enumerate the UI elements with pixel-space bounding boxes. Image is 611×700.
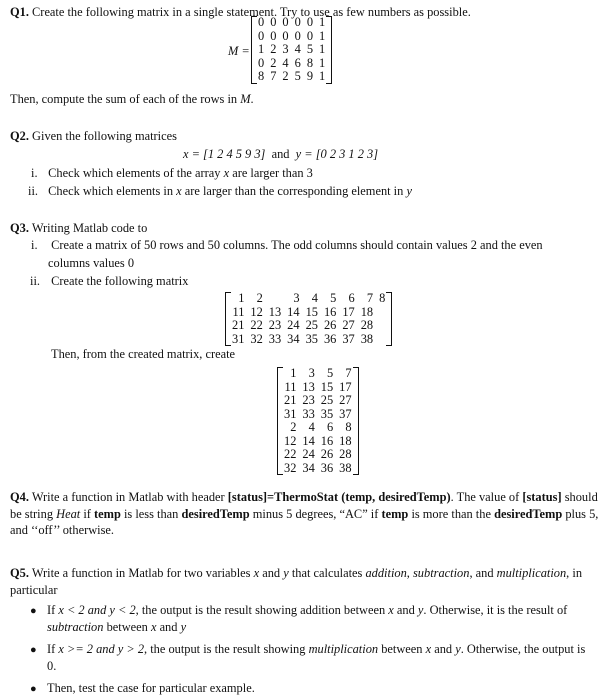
q1-matrix-cell: 2 [270,55,277,70]
q3-matrix-2-cell: 33 [302,406,315,421]
q3-item-1: i. Create a matrix of 50 rows and 50 columns. The odd columns should contain values 2 and the even [31,238,543,252]
q2-item-1: i. Check which elements of the array x are larger than 3 [31,166,313,180]
q1-matrix-cell: 0 [306,15,314,29]
q1-matrix-cell: 7 [270,69,277,83]
q1-matrix-cell: 0 [294,15,301,29]
q1-matrix-cell: 1 [319,55,326,70]
q1-matrix-cell: 2 [282,69,289,83]
q1-matrix-cell: 1 [319,42,326,56]
q3-matrix-2-cell: 5 [326,366,334,380]
q5-bullet-3-marker: ● [30,683,37,695]
q3-matrix-1-cell: 27 [342,318,355,332]
q5-bullet-1: If x < 2 and y < 2, the output is the result showing addition between x and y. Otherwise, it is the result of subtraction between x and y [47,603,568,634]
q3-matrix-2-cell: 34 [302,460,315,475]
q3-then: Then, from the created matrix, create [51,347,236,361]
q3-matrix-1-cell: 5 [330,291,337,305]
q3-matrix-1-cell: 26 [323,318,337,332]
q3-matrix-2-cell: 21 [284,393,297,407]
q3-matrix-2 [281,367,355,475]
q1-matrix-cell: 5 [294,69,301,83]
q3-matrix-1-cell: 1 [238,291,245,305]
q3-matrix-2-cell: 35 [320,406,334,421]
q3-matrix-2-cell: 27 [339,393,352,407]
q3-matrix-2-cell: 32 [284,460,297,475]
q1-matrix-label: M = [228,44,250,58]
q3-matrix-1 [229,292,388,346]
q3-matrix-2-cell: 4 [308,420,315,434]
q3-matrix-1-cell: 28 [360,318,374,332]
q4-label: Q4. [10,490,29,504]
q1-matrix-cell: 0 [258,15,265,29]
q3-matrix-2-cell: 22 [284,447,297,461]
q2-equation: x = [1 2 4 5 9 3] and y = [0 2 3 1 2 3] [183,147,379,161]
q5-bullet-2-marker: ● [30,644,37,656]
q3-matrix-1-cell: 12 [250,304,263,319]
q5-bullet-3: Then, test the case for particular example. [47,681,255,695]
q3-matrix-2-cell: 31 [284,406,297,421]
q3-matrix-2-cell: 23 [302,393,315,407]
q2-text: Given the following matrices [32,129,177,143]
q3-matrix-1-cell: 38 [360,331,374,346]
q3-matrix-2-cell: 15 [320,379,334,394]
q3-matrix-2-cell: 18 [339,433,352,448]
q1-matrix-cell: 1 [258,42,265,56]
q3-matrix-1-cell: 34 [287,331,300,346]
q3-matrix-2-cell: 25 [320,393,334,407]
q1-matrix-cell: 0 [282,15,289,29]
q3-matrix-2-cell: 12 [284,433,297,448]
q3-matrix-1-cell: 11 [232,304,245,319]
q2-heading [10,128,177,145]
q3-matrix-1-cell: 24 [287,318,300,332]
q3-matrix-2-cell: 3 [308,366,315,380]
q3-matrix-2-cell: 26 [320,447,334,461]
q1-matrix-cell: 6 [294,55,301,70]
q3-matrix-1-cell: 32 [250,331,263,346]
q1-label: Q1. [10,5,29,19]
q3-matrix-2-cell: 14 [302,433,315,448]
q3-matrix-2-cell: 1 [290,366,297,380]
q3-matrix-2-cell: 36 [320,460,334,475]
q3-matrix-2-cell: 11 [284,379,297,394]
q3-matrix-2-cell: 17 [339,379,352,394]
q3-matrix-2-cell: 24 [302,447,315,461]
q5-label: Q5. [10,566,29,580]
q3-matrix-1-cell: 21 [232,318,245,332]
q1-matrix [255,16,328,84]
q1-matrix-cell: 4 [294,42,301,56]
q3-matrix-2-cell: 37 [339,406,352,421]
q3-matrix-1-cell: 37 [342,331,355,346]
q3-matrix-2-cell: 6 [326,420,334,434]
q3-matrix-1-cell: 6 [348,291,355,305]
q3-matrix-1-cell: 36 [323,331,337,346]
q1-matrix-cell: 2 [270,42,277,56]
q3-matrix-1-cell: 15 [305,304,318,319]
q3-matrix-1-cell: 14 [287,304,300,319]
q2-y-vector: y = [0 2 3 1 2 3] [295,147,379,161]
q3-matrix-2-cell: 28 [339,447,352,461]
q1-matrix-cell: 1 [319,69,326,83]
q3-matrix-1-cell: 18 [360,304,374,319]
q3-text: Writing Matlab code to [31,221,148,235]
q1-matrix-cell: 4 [282,55,289,70]
q3-matrix-1-cell: 16 [323,304,337,319]
q3-heading [10,220,147,237]
q2-label: Q2. [10,129,29,143]
q1-matrix-cell: 0 [270,28,277,43]
q1-matrix-cell: 8 [258,69,265,83]
q3-matrix-2-cell: 8 [345,420,352,434]
q1-matrix-cell: 1 [319,28,326,43]
q3-matrix-1-cell: 23 [268,318,282,332]
q1-matrix-cell: 8 [306,55,314,70]
q4-text: Q4. Write a function in Matlab with header [status]=ThermoStat (temp, desiredTemp). The value of [status] should be string Heat if temp is less than desiredTemp minus 5 degrees, “AC” if temp is more than the desiredTemp plus 5, and ‘‘off’’ otherwise. [10,490,599,538]
q3-matrix-1-cell [266,292,284,306]
q3-matrix-2-cell: 2 [290,420,297,434]
q1-text: Create the following matrix in a single statement. Try to use as few numbers as possible. [32,5,471,19]
q1-matrix-cell: 0 [258,55,265,70]
q1-matrix-cell: 0 [282,28,289,43]
q3-matrix-1-cell: 7 [366,291,374,305]
q1-matrix-cell: 9 [306,69,314,83]
q3-label: Q3. [10,221,29,235]
q1-matrix-cell: 1 [319,15,326,29]
q3-item-1-cont: columns values 0 [48,256,135,270]
q1-matrix-cell: 3 [282,42,289,56]
q1-matrix-cell: 0 [294,28,301,43]
q2-item-2: ii. Check which elements in x are larger than the corresponding element in y [28,184,412,198]
q3-matrix-1-cell: 3 [293,291,300,305]
q3-matrix-2-cell: 16 [320,433,334,448]
q1-followup: Then, compute the sum of each of the rows in M. [10,92,254,106]
q3-matrix-1-cell: 22 [250,318,263,332]
q5-text: Q5. Write a function in Matlab for two variables x and y that calculates addition, subtraction, and multiplication, in particular [10,566,583,597]
q1-matrix-cell: 0 [270,15,277,29]
q3-item-2: ii. Create the following matrix [30,274,189,288]
q3-matrix-1-cell: 4 [311,291,318,305]
q1-matrix-cell: 5 [306,42,314,56]
q1-matrix-cell: 0 [306,28,314,43]
q4-function-header: [status]=ThermoStat (temp, desiredTemp) [227,490,451,504]
q1-matrix-cell: 0 [258,28,265,43]
q3-matrix-1-cell: 8 [379,291,386,305]
q3-matrix-1-cell: 13 [268,304,282,319]
q3-matrix-1-cell: 35 [305,331,318,346]
q3-matrix-1-cell: 31 [232,331,245,346]
q5-bullet-1-marker: ● [30,605,37,617]
q3-matrix-2-cell: 7 [345,366,352,380]
q2-x-vector: x = [1 2 4 5 9 3] [183,147,266,161]
q3-matrix-1-cell: 2 [256,291,263,305]
q1-heading [10,4,471,21]
q3-matrix-1-cell: 33 [268,331,282,346]
q3-matrix-2-cell: 38 [339,460,352,475]
q3-matrix-1-cell: 17 [342,304,355,319]
q5-bullet-2: If x >= 2 and y > 2, the output is the result showing multiplication between x and y. Otherwise, the output is 0. [47,642,586,673]
q3-matrix-2-cell: 13 [302,379,315,394]
q3-matrix-1-cell: 25 [305,318,318,332]
